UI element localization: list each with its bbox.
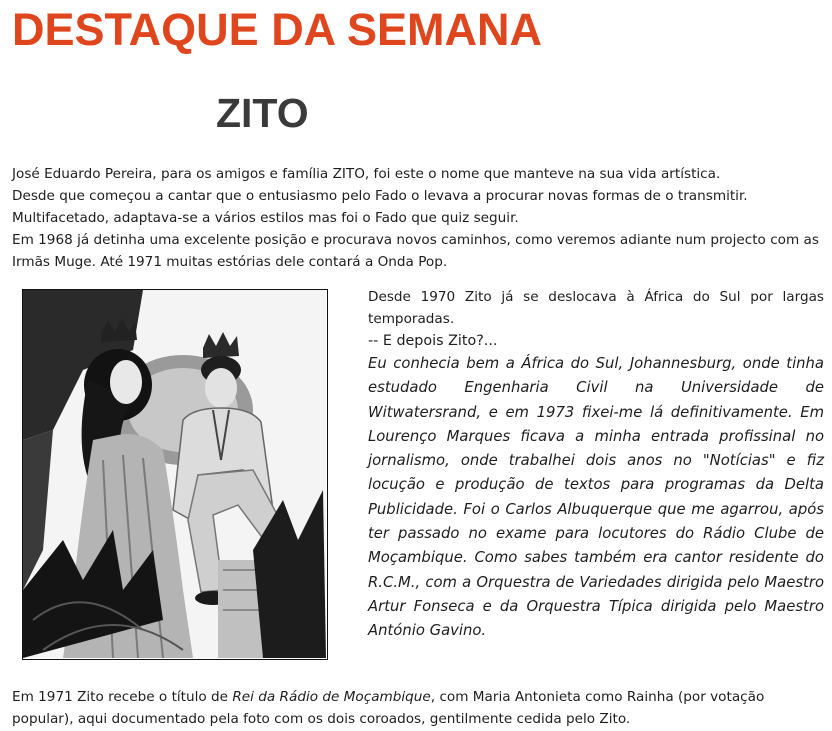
interview-column	[368, 286, 824, 644]
intro-text	[12, 163, 824, 273]
photo-caption	[12, 686, 824, 730]
caption-text: Em 1971 Zito recebe o título de	[12, 689, 233, 705]
caption-title: Rei da Rádio de Moçambique	[232, 689, 431, 705]
intro-line: Desde que começou a cantar que o entusiasmo pelo Fado o levava a procurar novas formas de o transmitir.	[12, 188, 748, 204]
coronation-photo-image	[23, 290, 326, 658]
coronation-photo	[22, 289, 328, 660]
article-subject: ZITO	[216, 90, 309, 136]
page-title: DESTAQUE DA SEMANA	[12, 4, 543, 55]
intro-line: Em 1968 já detinha uma excelente posição e procurava novos caminhos, como veremos adiante num projecto com as Irmãs Muge. Até 1971 muitas estórias dele contará a Onda Pop.	[12, 232, 819, 270]
intro-line: José Eduardo Pereira, para os amigos e família ZITO, foi este o nome que manteve na sua vida artística.	[12, 166, 721, 182]
interview-lead: Desde 1970 Zito já se deslocava à África do Sul por largas temporadas.	[368, 289, 824, 327]
caption-text: , com Maria Antonieta como Rainha (por votação popular), aqui documentado pela foto com os dois coroados, gentilmente cedida pelo Zito.	[12, 689, 765, 727]
intro-line: Multifacetado, adaptava-se a vários estilos mas foi o Fado que quiz seguir.	[12, 210, 519, 226]
interview-question: -- E depois Zito?...	[368, 333, 498, 349]
interview-answer: Eu conhecia bem a África do Sul, Johannesburg, onde tinha estudado Engenharia Civil na Universidade de Witwatersrand, e em 1973 fixei-me lá definitivamente. Em Lourenço Marques ficava a minha entrada profissinal no jornalismo, onde trabalhei dois anos no "Notícias" e fiz locução e produção de textos para programas da Delta Publicidade. Foi o Carlos Albuquerque que me agarrou, após ter passado no exame para locutores do Rádio Clube de Moçambique. Como sabes também era cantor residente do R.C.M., com a Orquestra de Variedades dirigida pelo Maestro Artur Fonseca e da Orquestra Típica dirigida pelo Maestro António Gavino.	[368, 355, 824, 640]
